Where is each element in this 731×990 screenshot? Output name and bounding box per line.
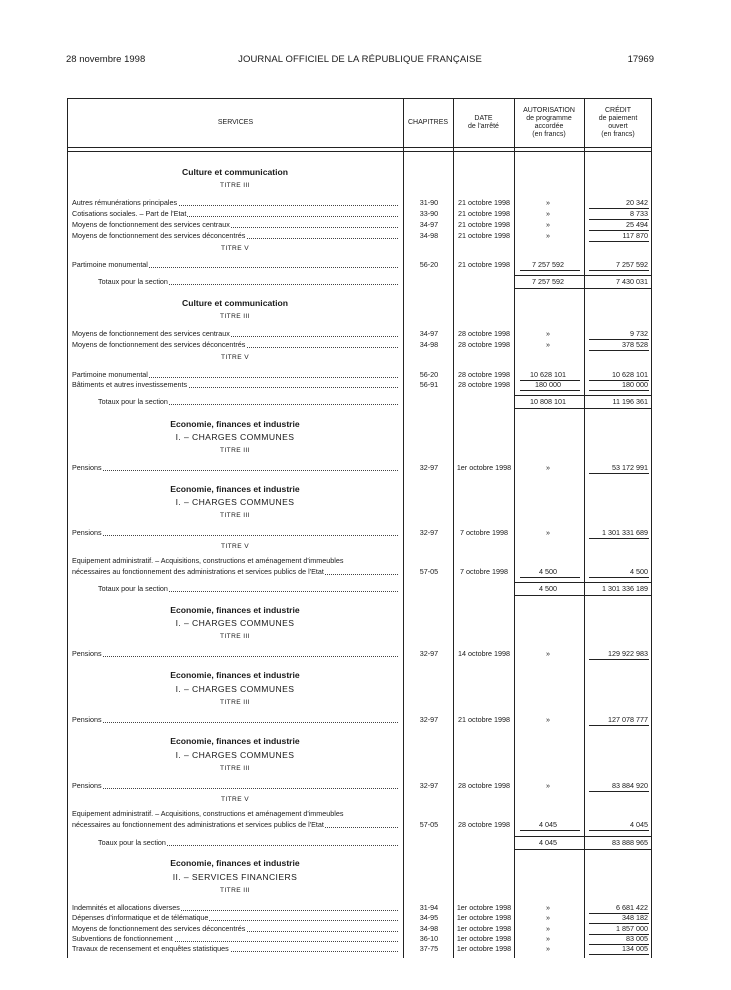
date-cell: 21 octobre 1998 [458,209,510,218]
table-row [68,527,653,538]
service-label [72,780,398,791]
total-rule [585,288,652,289]
page-number: 17969 [627,54,654,65]
table-row [68,819,653,830]
credit-cell: 127 078 777 [608,715,648,724]
service-label [72,527,398,538]
section-title: Culture et communication [182,298,288,308]
chapitre-cell: 34-98 [419,340,439,349]
leader-dots [72,535,398,536]
service-label [72,714,398,725]
section-title: Economie, finances et industrie [170,419,300,429]
service-label [72,462,398,473]
total-row [68,583,653,594]
amount-underline [520,270,580,271]
chapitre-cell: 34-98 [419,231,439,240]
titre-heading: TITRE V [220,354,250,361]
leader-dots [72,788,398,789]
total-rule [515,595,584,596]
titre-heading: TITRE III [220,313,250,320]
credit-cell: 10 628 101 [612,370,648,379]
amount-underline [589,659,649,660]
service-label [98,583,398,594]
amount-underline [589,577,649,578]
service-label-text: Totaux pour la section [98,277,168,286]
total-rule [515,582,584,583]
service-label-text: Totaux pour la section [98,584,168,593]
chapitre-cell: 34-97 [419,329,439,338]
autorisation-cell: » [546,198,550,207]
date-cell: 21 octobre 1998 [458,231,510,240]
service-label [98,276,398,287]
service-label-text: Partimoine monumental [72,370,148,379]
autorisation-cell: » [546,903,550,912]
section-title: Economie, finances et industrie [170,605,300,615]
date-cell: 28 octobre 1998 [458,380,510,389]
table-row [68,808,653,819]
date-cell: 21 octobre 1998 [458,220,510,229]
chapitre-cell: 31-94 [419,903,439,912]
credit-cell: 348 182 [622,913,648,922]
section-title: Economie, finances et industrie [170,858,300,868]
service-label-text: Cotisations sociales. – Part de l'Etat [72,209,187,218]
total-rule [585,275,652,276]
date-cell: 28 octobre 1998 [458,340,510,349]
service-label-text: Subventions de fonctionnement [72,934,173,943]
chapitre-cell: 32-97 [419,781,439,790]
service-label-text: Moyens de fonctionnement des services centraux [72,220,230,229]
credit-cell: 117 870 [622,231,648,240]
chapitre-cell: 56-91 [419,380,439,389]
col-header-autorisation: AUTORISATION de programme accordée (en francs) [523,107,575,138]
header-rule [68,151,651,152]
service-label [72,808,398,819]
titre-heading: TITRE III [220,182,250,189]
titre-heading: TITRE V [220,543,250,550]
amount-underline [589,830,649,831]
table-row [68,714,653,725]
col-header-services: SERVICES [217,119,254,126]
credit-cell: 83 884 920 [612,781,648,790]
service-label-text: Travaux de recensement et enquêtes statistiques [72,944,229,953]
autorisation-cell: » [546,329,550,338]
service-label [72,208,398,219]
leader-dots [72,656,398,657]
amount-underline [589,350,649,351]
amount-underline [589,725,649,726]
chapitre-cell: 34-98 [419,924,439,933]
service-label-text: Pensions [72,463,102,472]
section-subtitle: I. – CHARGES COMMUNES [175,684,295,694]
total-rule [585,395,652,396]
autorisation-cell: 4 045 [539,820,557,829]
chapitre-cell: 57-05 [419,820,439,829]
titre-heading: TITRE V [220,796,250,803]
date-cell: 1er octobre 1998 [456,463,512,472]
total-rule [515,275,584,276]
chapitre-cell: 57-05 [419,567,439,576]
amount-underline [589,538,649,539]
service-label-text: Dépenses d'informatique et de télématique [72,913,209,922]
total-rule [585,849,652,850]
journal-title: JOURNAL OFFICIEL DE LA RÉPUBLIQUE FRANÇAISE [238,54,482,65]
service-label-text: Moyens de fonctionnement des services centraux [72,329,230,338]
date-cell: 1er octobre 1998 [456,913,512,922]
service-label-text: Autres rémunérations principales [72,198,178,207]
titre-heading: TITRE III [220,447,250,454]
chapitre-cell: 37-75 [419,944,439,953]
total-rule [515,288,584,289]
credit-cell: 9 732 [630,329,648,338]
service-label [72,197,398,208]
total-rule [585,836,652,837]
chapitre-cell: 34-95 [419,913,439,922]
service-label-text: Pensions [72,528,102,537]
chapitre-cell: 56-20 [419,260,439,269]
titre-heading: TITRE III [220,512,250,519]
table-row [68,339,653,350]
service-label-text: Bâtiments et autres investissements [72,380,188,389]
credit-cell: 7 430 031 [616,277,648,286]
service-label-text: Moyens de fonctionnement des services déconcentrés [72,924,246,933]
credit-cell: 7 257 592 [616,260,648,269]
service-label-text: Equipement administratif. – Acquisitions, constructions et aménagement d'immeubles [72,556,344,565]
titre-heading: TITRE V [220,245,250,252]
total-rule [585,595,652,596]
date-cell: 1er octobre 1998 [456,924,512,933]
table-row [68,780,653,791]
service-label-text: Equipement administratif. – Acquisitions, constructions et aménagement d'immeubles [72,809,344,818]
credit-cell: 129 922 983 [608,649,648,658]
autorisation-cell: » [546,913,550,922]
service-label-text: Moyens de fonctionnement des services déconcentrés [72,340,246,349]
col-header-credit: CRÉDIT de paiement ouvert (en francs) [598,107,638,138]
chapitre-cell: 32-97 [419,649,439,658]
autorisation-cell: » [546,715,550,724]
autorisation-cell: » [546,220,550,229]
total-row [68,396,653,407]
chapitre-cell: 32-97 [419,715,439,724]
titre-heading: TITRE III [220,699,250,706]
table-row [68,219,653,230]
chapitre-cell: 56-20 [419,370,439,379]
service-label-text: Moyens de fonctionnement des services déconcentrés [72,231,246,240]
service-label-text: nécessaires au fonctionnement des administrations et services publics de l'Etat [72,820,324,829]
table-row [68,259,653,270]
chapitre-cell: 31-90 [419,198,439,207]
table-row [68,555,653,566]
autorisation-cell: » [546,934,550,943]
table-row [68,208,653,219]
col-header-date: DATE de l'arrêté [468,115,499,130]
autorisation-cell: » [546,340,550,349]
titre-heading: TITRE III [220,765,250,772]
date-cell: 7 octobre 1998 [460,528,508,537]
total-rule [515,849,584,850]
titre-heading: TITRE III [220,887,250,894]
date-cell: 1er octobre 1998 [456,903,512,912]
date-cell: 1er octobre 1998 [456,944,512,953]
autorisation-cell: 7 257 592 [532,260,564,269]
date-cell: 1er octobre 1998 [456,934,512,943]
total-rule [515,395,584,396]
service-label-text: Indemnités et allocations diverses [72,903,180,912]
leader-dots [72,470,398,471]
amount-underline [520,390,580,391]
date-cell: 7 octobre 1998 [460,567,508,576]
date-cell: 21 octobre 1998 [458,715,510,724]
service-label [72,943,398,954]
service-label [72,339,398,350]
autorisation-cell: » [546,649,550,658]
header-date: 28 novembre 1998 [66,54,146,65]
service-label [72,379,398,390]
service-label [72,259,398,270]
autorisation-cell: » [546,209,550,218]
service-label-text: Pensions [72,715,102,724]
table-row [68,379,653,390]
autorisation-cell: » [546,944,550,953]
credit-cell: 53 172 991 [612,463,648,472]
table-row [68,648,653,659]
total-rule [585,408,652,409]
service-label [72,819,398,830]
service-label-text: Pensions [72,649,102,658]
service-label-text: Totaux pour la section [98,397,168,406]
autorisation-cell: » [546,781,550,790]
autorisation-cell: » [546,528,550,537]
amount-underline [520,577,580,578]
total-row [68,276,653,287]
service-label [72,555,398,566]
table-row [68,912,653,923]
credit-cell: 1 857 000 [616,924,648,933]
service-label-text: Toaux pour la section [98,838,166,847]
autorisation-cell: 10 628 101 [530,370,566,379]
credit-cell: 25 494 [626,220,648,229]
section-subtitle: I. – CHARGES COMMUNES [175,497,295,507]
credit-cell: 1 301 331 689 [602,528,648,537]
amount-underline [589,473,649,474]
credit-cell: 83 888 965 [612,838,648,847]
service-label [72,566,398,577]
credits-table [67,98,652,958]
section-title: Economie, finances et industrie [170,484,300,494]
chapitre-cell: 32-97 [419,463,439,472]
leader-dots [72,722,398,723]
table-row [68,943,653,954]
date-cell: 28 octobre 1998 [458,329,510,338]
section-subtitle: I. – CHARGES COMMUNES [175,618,295,628]
section-title: Economie, finances et industrie [170,670,300,680]
amount-underline [589,954,649,955]
service-label-text: nécessaires au fonctionnement des administrations et services publics de l'Etat [72,567,324,576]
service-label [72,219,398,230]
service-label-text: Partimoine monumental [72,260,148,269]
service-label-text: Pensions [72,781,102,790]
service-label [72,912,398,923]
autorisation-cell: 180 000 [535,380,561,389]
service-label [98,837,398,848]
autorisation-cell: 7 257 592 [532,277,564,286]
date-cell: 14 octobre 1998 [458,649,510,658]
autorisation-cell: 10 808 101 [530,397,566,406]
table-row [68,230,653,241]
amount-underline [520,830,580,831]
autorisation-cell: 4 500 [539,584,557,593]
titre-heading: TITRE III [220,633,250,640]
amount-underline [589,241,649,242]
amount-underline [589,270,649,271]
table-row [68,328,653,339]
total-row [68,837,653,848]
date-cell: 21 octobre 1998 [458,198,510,207]
credit-cell: 11 196 361 [612,397,648,406]
total-rule [585,582,652,583]
chapitre-cell: 33-90 [419,209,439,218]
service-label [72,328,398,339]
date-cell: 28 octobre 1998 [458,370,510,379]
autorisation-cell: » [546,924,550,933]
date-cell: 28 octobre 1998 [458,781,510,790]
autorisation-cell: 4 045 [539,838,557,847]
date-cell: 28 octobre 1998 [458,820,510,829]
section-title: Culture et communication [182,167,288,177]
section-subtitle: I. – CHARGES COMMUNES [175,750,295,760]
chapitre-cell: 36-10 [419,934,439,943]
autorisation-cell: » [546,231,550,240]
section-title: Economie, finances et industrie [170,736,300,746]
credit-cell: 6 681 422 [616,903,648,912]
service-label [98,396,398,407]
autorisation-cell: » [546,463,550,472]
date-cell: 21 octobre 1998 [458,260,510,269]
credit-cell: 83 005 [626,934,648,943]
page-header [66,54,654,68]
total-rule [515,408,584,409]
credit-cell: 134 005 [622,944,648,953]
header-rule [68,147,651,148]
credit-cell: 20 342 [626,198,648,207]
col-header-chapitres: CHAPITRES [407,119,449,126]
credit-cell: 378 528 [622,340,648,349]
amount-underline [589,390,649,391]
credit-cell: 8 733 [630,209,648,218]
service-label [72,230,398,241]
total-rule [515,836,584,837]
service-label [72,648,398,659]
chapitre-cell: 34-97 [419,220,439,229]
amount-underline [589,791,649,792]
section-subtitle: II. – SERVICES FINANCIERS [172,872,298,882]
table-row [68,197,653,208]
credit-cell: 1 301 336 189 [602,584,648,593]
table-row [68,566,653,577]
credit-cell: 180 000 [622,380,648,389]
autorisation-cell: 4 500 [539,567,557,576]
table-row [68,462,653,473]
section-subtitle: I. – CHARGES COMMUNES [175,432,295,442]
chapitre-cell: 32-97 [419,528,439,537]
credit-cell: 4 045 [630,820,648,829]
credit-cell: 4 500 [630,567,648,576]
